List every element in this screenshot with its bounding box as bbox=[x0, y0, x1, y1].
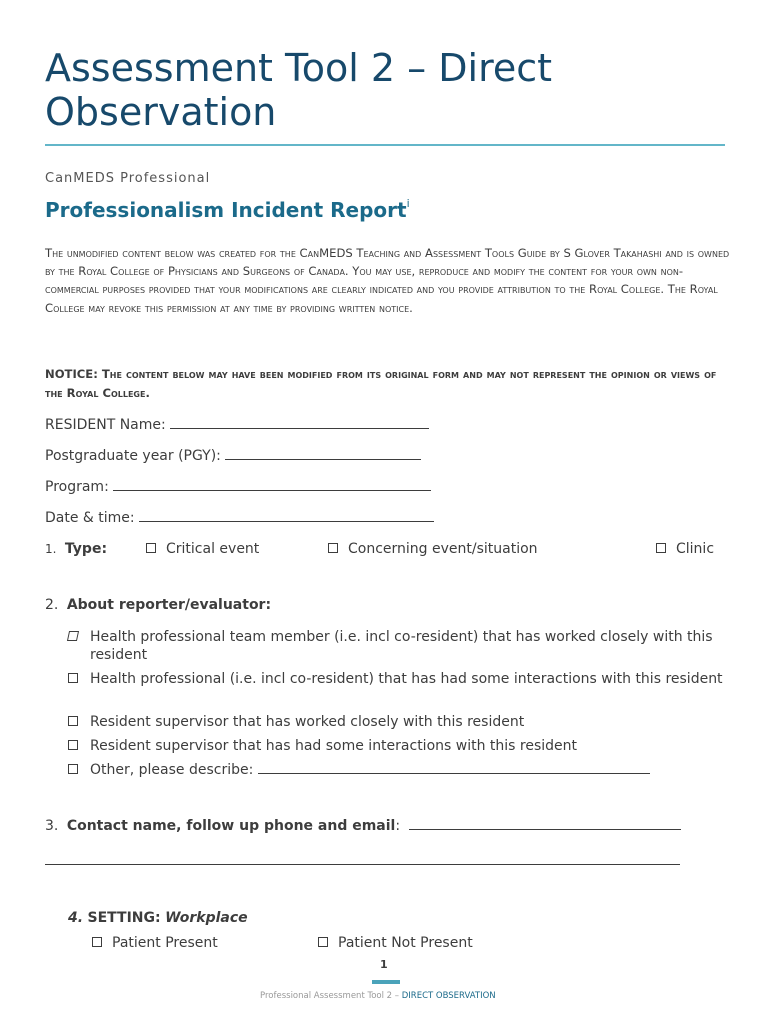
q1-option-label: Critical event bbox=[166, 541, 260, 557]
q1-option-critical[interactable] bbox=[146, 541, 259, 557]
page-footer bbox=[260, 991, 496, 1001]
q4-label: SETTING: bbox=[87, 910, 161, 926]
q1-type bbox=[45, 541, 107, 557]
program-label: Program: bbox=[45, 479, 109, 495]
q1-option-concerning[interactable] bbox=[328, 541, 538, 557]
other-describe-input[interactable] bbox=[258, 762, 650, 774]
title-divider bbox=[45, 144, 725, 146]
date-time-input[interactable] bbox=[139, 510, 434, 522]
resident-name-label: RESIDENT Name: bbox=[45, 417, 166, 433]
q2-option-label: Resident supervisor that has had some interactions with this resident bbox=[90, 738, 578, 754]
document-title: Assessment Tool 2 – Direct Observation bbox=[45, 46, 553, 134]
q3-colon: : bbox=[395, 818, 401, 834]
q4-option-not-present[interactable] bbox=[318, 935, 473, 951]
checkbox-icon[interactable] bbox=[318, 937, 328, 947]
checkbox-icon[interactable] bbox=[92, 937, 102, 947]
q3-number: 3. bbox=[45, 818, 59, 834]
q1-option-label: Concerning event/situation bbox=[348, 541, 538, 557]
checkbox-icon[interactable] bbox=[68, 716, 78, 726]
report-heading bbox=[45, 198, 410, 222]
page-marker bbox=[372, 980, 400, 984]
q2-label: About reporter/evaluator: bbox=[66, 597, 272, 613]
q2-option[interactable] bbox=[68, 737, 578, 755]
q4-setting bbox=[68, 910, 248, 926]
contact-input-continuation[interactable] bbox=[45, 864, 680, 865]
q2-options bbox=[68, 628, 728, 788]
q4-option-label: Patient Present bbox=[112, 935, 218, 951]
q2-reporter bbox=[45, 597, 271, 613]
q2-option[interactable] bbox=[68, 670, 723, 688]
date-time-field[interactable] bbox=[45, 510, 434, 526]
q2-option-label: Other, please describe: bbox=[90, 762, 254, 778]
q2-option-label: Resident supervisor that has worked closely with this resident bbox=[90, 714, 525, 730]
program-input[interactable] bbox=[113, 479, 431, 491]
q2-option-label: Health professional team member (i.e. incl co-resident) that has worked closely with this resident bbox=[90, 629, 713, 663]
resident-name-input[interactable] bbox=[170, 417, 429, 429]
checkbox-icon[interactable] bbox=[146, 543, 156, 553]
q2-option-label: Health professional (i.e. incl co-resident) that has had some interactions with this resident bbox=[90, 671, 723, 687]
program-field[interactable] bbox=[45, 479, 431, 495]
q1-option-clinic[interactable] bbox=[656, 541, 714, 557]
resident-name-field[interactable] bbox=[45, 417, 429, 433]
checkbox-icon[interactable] bbox=[67, 631, 79, 641]
q4-option-label: Patient Not Present bbox=[338, 935, 473, 951]
checkbox-icon[interactable] bbox=[656, 543, 666, 553]
pgy-field[interactable] bbox=[45, 448, 421, 464]
checkbox-icon[interactable] bbox=[68, 740, 78, 750]
q2-option-other[interactable] bbox=[68, 761, 254, 779]
q2-option[interactable] bbox=[68, 628, 713, 663]
checkbox-icon[interactable] bbox=[68, 673, 78, 683]
footnote-marker: i bbox=[406, 197, 410, 211]
q4-number: 4. bbox=[68, 910, 84, 926]
checkbox-icon[interactable] bbox=[328, 543, 338, 553]
q1-number: 1. bbox=[45, 542, 57, 556]
copyright-notice: The unmodified content below was created for the CanMEDS Teaching and Assessment Tools Guide by S Glover Takahashi and is owned by the Royal College of Physicians and Surgeons of Canada. You may use, reproduce and modify the content for your own non-commercial purposes provided that your modifications are clearly indicated and you provide attribution to the Royal College. The Royal College may revoke this permission at any time by providing written notice. bbox=[45, 246, 730, 315]
page-number: 1 bbox=[380, 958, 388, 971]
footer-text: Professional Assessment Tool 2 – bbox=[260, 991, 400, 1001]
q3-label: Contact name, follow up phone and email bbox=[66, 818, 396, 834]
pgy-input[interactable] bbox=[225, 448, 421, 460]
footer-accent: DIRECT OBSERVATION bbox=[401, 991, 496, 1001]
document-subtitle: CanMEDS Professional bbox=[45, 171, 211, 186]
q1-label: Type: bbox=[64, 541, 108, 557]
pgy-label: Postgraduate year (PGY): bbox=[45, 448, 221, 464]
checkbox-icon[interactable] bbox=[68, 764, 78, 774]
modification-notice: NOTICE: The content below may have been modified from its original form and may not represent the opinion or views of the Royal College. bbox=[45, 367, 717, 400]
q2-number: 2. bbox=[45, 597, 59, 613]
q4-label-italic: Workplace bbox=[165, 910, 248, 926]
q2-other-row bbox=[90, 761, 730, 779]
q1-option-label: Clinic bbox=[676, 541, 715, 557]
report-heading-text: Professionalism Incident Report bbox=[45, 198, 407, 222]
q3-contact bbox=[45, 818, 681, 834]
contact-input[interactable] bbox=[409, 818, 681, 830]
date-time-label: Date & time: bbox=[45, 510, 135, 526]
q4-option-present[interactable] bbox=[92, 935, 218, 951]
q2-option[interactable] bbox=[68, 713, 525, 731]
